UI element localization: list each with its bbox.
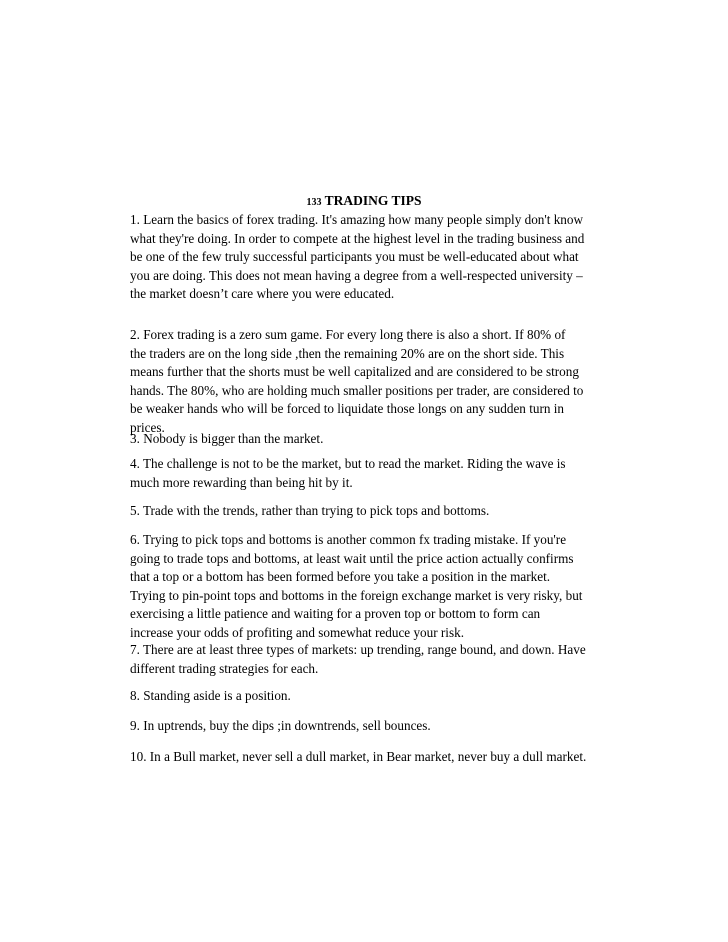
tip-line: 8. Standing aside is a position. xyxy=(130,688,291,703)
tip-line: 6. Trying to pick tops and bottoms is another common fx trading mistake. If you're xyxy=(130,532,567,547)
tip-line: 7. There are at least three types of markets: up trending, range bound, and down. Have xyxy=(130,642,586,657)
tip-line: prices. xyxy=(130,419,165,435)
title-number: 133 xyxy=(306,197,322,208)
tip-line: means further that the shorts must be well capitalized and are considered to be strong xyxy=(130,364,579,379)
tip-5 xyxy=(130,502,605,521)
tip-line: you are doing. This does not mean having a degree from a well-respected university – xyxy=(130,267,583,283)
tip-line: Trying to pin-point tops and bottoms in the foreign exchange market is very risky, but xyxy=(130,587,583,603)
tip-1 xyxy=(130,211,605,304)
tip-line: that a top or a bottom has been formed before you take a position in the market. xyxy=(130,569,551,584)
tip-line: hands. The 80%, who are holding much smaller positions per trader, are considered to xyxy=(130,382,584,398)
tip-line: what they're doing. In order to compete at the highest level in the trading business and xyxy=(130,230,585,246)
tip-10 xyxy=(130,748,605,767)
tip-7 xyxy=(130,641,605,678)
tip-line: 5. Trade with the trends, rather than trying to pick tops and bottoms. xyxy=(130,503,490,518)
tip-9 xyxy=(130,717,605,736)
tip-line: 2. Forex trading is a zero sum game. For every long there is also a short. If 80% of xyxy=(130,327,566,342)
page-title xyxy=(0,193,728,209)
title-text: TRADING TIPS xyxy=(324,193,422,208)
tip-line: different trading strategies for each. xyxy=(130,660,319,676)
tip-line: 3. Nobody is bigger than the market. xyxy=(130,431,324,446)
tip-line: increase your odds of profiting and somewhat reduce your risk. xyxy=(130,624,464,640)
tip-line: the market doesn’t care where you were educated. xyxy=(130,286,395,301)
tip-2 xyxy=(130,326,605,437)
tip-line: much more rewarding than being hit by it. xyxy=(130,474,353,490)
tip-line: 9. In uptrends, buy the dips ;in downtrends, sell bounces. xyxy=(130,718,431,733)
tip-line: 1. Learn the basics of forex trading. It's amazing how many people simply don't know xyxy=(130,212,584,227)
tip-line: 10. In a Bull market, never sell a dull market, in Bear market, never buy a dull market. xyxy=(130,749,587,764)
tip-line: be one of the few truly successful participants you must be well-educated about what xyxy=(130,249,579,264)
tip-line: 4. The challenge is not to be the market, but to read the market. Riding the wave is xyxy=(130,456,566,471)
tip-4 xyxy=(130,455,605,492)
tip-line: the traders are on the long side ,then the remaining 20% are on the short side. This xyxy=(130,345,565,361)
tip-line: be weaker hands who will be forced to liquidate those longs on any sudden turn in xyxy=(130,401,564,416)
tip-6 xyxy=(130,531,605,642)
tip-8 xyxy=(130,687,605,706)
tip-line: going to trade tops and bottoms, at least wait until the price action actually confirms xyxy=(130,550,574,566)
tip-3 xyxy=(130,430,605,449)
tip-line: exercising a little patience and waiting for a proven top or bottom to form can xyxy=(130,606,541,621)
